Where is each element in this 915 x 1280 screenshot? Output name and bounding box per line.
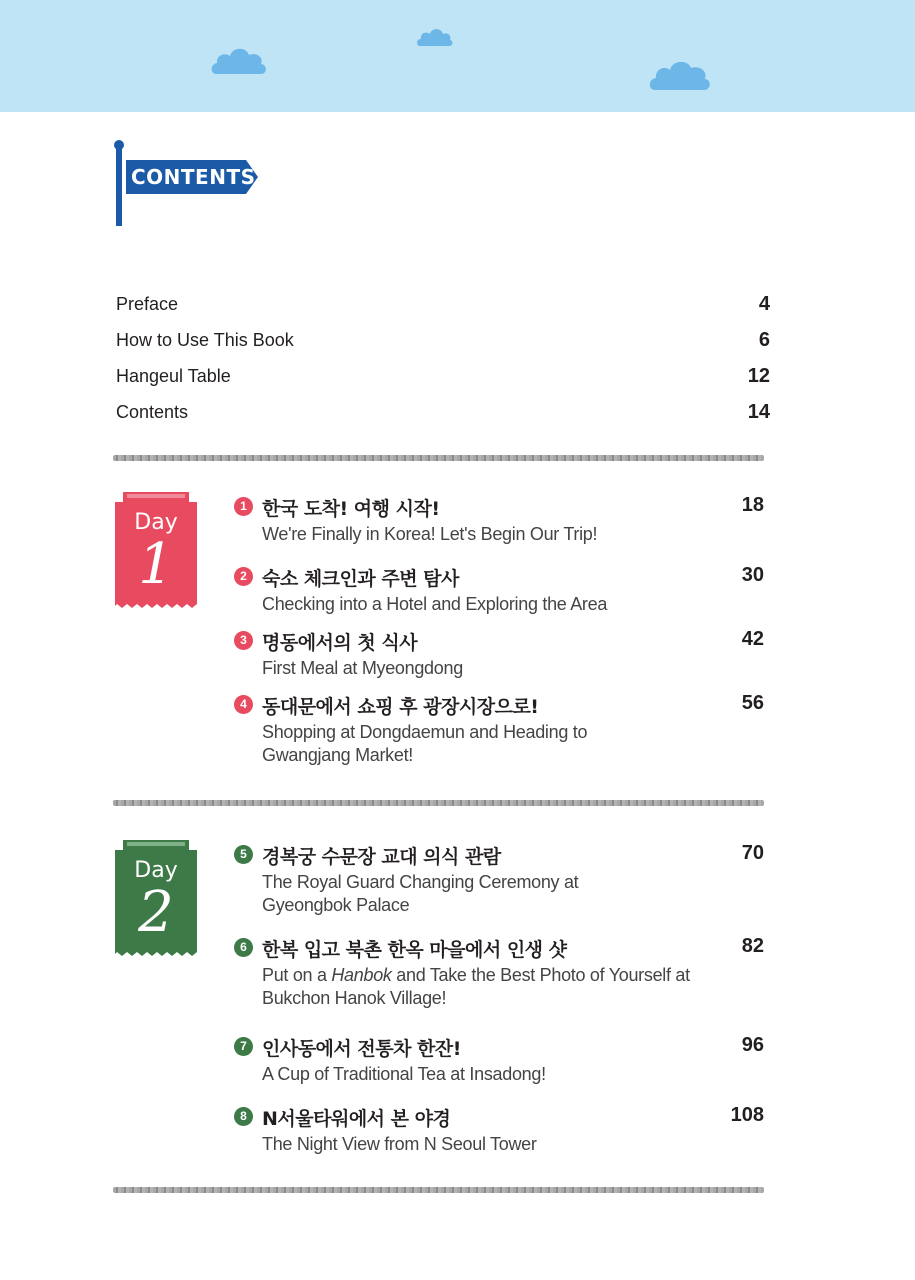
chapter-title-korean: 숙소 체크인과 주변 탐사: [262, 568, 459, 590]
chapter-entry[interactable]: [234, 1034, 764, 1090]
chapter-title-korean: 동대문에서 쇼핑 후 광장시장으로!: [262, 696, 539, 718]
chapter-title-english: Checking into a Hotel and Exploring the Area: [262, 594, 608, 614]
chapter-entry[interactable]: [234, 935, 764, 1015]
chapter-page-number: 70: [741, 842, 764, 864]
chapter-page-number: 42: [741, 628, 764, 650]
chapter-entry[interactable]: [234, 842, 764, 922]
chapter-number-badge: 7: [234, 1037, 253, 1056]
chapter-entry[interactable]: [234, 628, 764, 684]
chapter-title-korean: 경복궁 수문장 교대 의식 관람: [262, 846, 501, 868]
toc-label: How to Use This Book: [116, 329, 294, 350]
chapter-title-english: We're Finally in Korea! Let's Begin Our Trip!: [262, 524, 598, 544]
day-label: Day: [134, 510, 178, 535]
chapter-title-english: A Cup of Traditional Tea at Insadong!: [262, 1064, 546, 1084]
chapter-entry[interactable]: [234, 1104, 764, 1160]
chapter-number-badge: 6: [234, 938, 253, 957]
chapter-page-number: 108: [730, 1104, 764, 1126]
title-italic-word: Hanbok: [331, 965, 392, 985]
title-text: Put on a: [262, 965, 332, 985]
chapter-title-english: First Meal at Myeongdong: [262, 658, 463, 678]
chapter-title-korean: 인사동에서 전통차 한잔!: [262, 1038, 461, 1060]
toc-row[interactable]: [116, 322, 770, 358]
front-matter-list: [116, 286, 770, 430]
chapter-entry[interactable]: [234, 564, 764, 620]
chapter-title-korean: 한복 입고 북촌 한옥 마을에서 인생 샷: [262, 939, 567, 961]
toc-page-number: 6: [758, 328, 770, 351]
section-divider: [113, 1187, 764, 1193]
chapter-number-badge: 8: [234, 1107, 253, 1126]
toc-page-number: 14: [747, 400, 770, 423]
chapter-number-badge: 4: [234, 695, 253, 714]
chapter-title-english: The Night View from N Seoul Tower: [262, 1134, 537, 1154]
cloud-icon: [648, 56, 712, 92]
day-1-banner: [115, 492, 197, 614]
chapter-page-number: 96: [741, 1034, 764, 1056]
title-text: and Take the Best Photo of Yourself at Bukchon Hanok Village!: [262, 965, 690, 1008]
chapter-entry[interactable]: [234, 494, 764, 550]
chapter-entry[interactable]: [234, 692, 764, 772]
chapter-number-badge: 5: [234, 845, 253, 864]
chapter-number-badge: 3: [234, 631, 253, 650]
toc-row[interactable]: [116, 394, 770, 430]
page-title: CONTENTS: [131, 165, 256, 189]
toc-row[interactable]: [116, 358, 770, 394]
chapter-page-number: 30: [741, 564, 764, 586]
toc-label: Preface: [116, 293, 179, 314]
day-2-banner: [115, 840, 197, 962]
chapter-title-english: The Royal Guard Changing Ceremony at Gyeongbok Palace: [262, 872, 579, 915]
section-divider: [113, 800, 764, 806]
chapter-number-badge: 2: [234, 567, 253, 586]
section-divider: [113, 455, 764, 461]
chapter-title-korean: N서울타워에서 본 야경: [262, 1108, 451, 1130]
chapter-title-korean: 명동에서의 첫 식사: [262, 632, 418, 654]
chapter-number-badge: 1: [234, 497, 253, 516]
toc-page-number: 12: [747, 364, 770, 387]
sky-edge: [0, 88, 915, 116]
chapter-page-number: 18: [741, 494, 764, 516]
chapter-title-korean: 한국 도착! 여행 시작!: [262, 498, 440, 520]
day-number: 1: [138, 532, 174, 597]
day-number: 2: [138, 880, 174, 945]
toc-label: Hangeul Table: [116, 365, 231, 386]
toc-row[interactable]: [116, 286, 770, 322]
cloud-icon: [416, 26, 454, 48]
day-label: Day: [134, 858, 178, 883]
chapter-page-number: 82: [741, 935, 764, 957]
toc-label: Contents: [116, 401, 189, 422]
toc-page-number: 4: [758, 292, 770, 315]
chapter-page-number: 56: [741, 692, 764, 714]
cloud-icon: [210, 44, 268, 76]
chapter-title-english: Shopping at Dongdaemun and Heading to Gwangjang Market!: [262, 722, 588, 765]
chapter-title-english: [262, 964, 712, 1010]
